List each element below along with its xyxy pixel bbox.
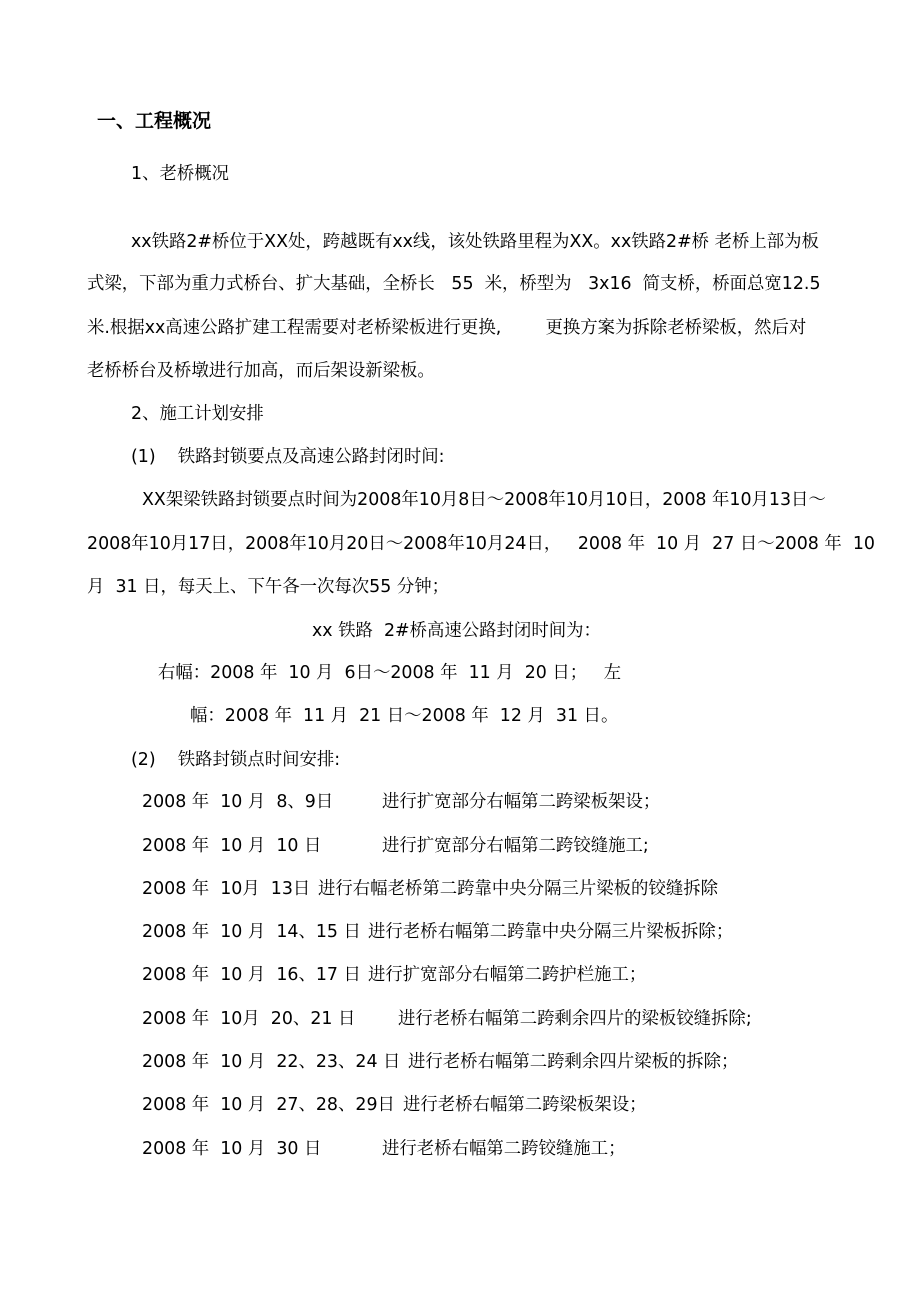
schedule-task: 进行扩宽部分右幅第二跨护栏施工； — [368, 965, 647, 985]
schedule-task: 进行老桥右幅第二跨剩余四片的梁板铰缝拆除; — [398, 1009, 752, 1029]
schedule-task: 进行老桥右幅第二跨铰缝施工； — [382, 1139, 626, 1159]
section-title: 一、工程概况 — [97, 110, 212, 132]
schedule-date: 2008 年 10 月 30 日 — [142, 1139, 322, 1159]
paragraph-line: 老桥桥台及桥墩进行加高，而后架设新梁板。 — [87, 361, 435, 381]
subsection-title-construction-plan: 2、施工计划安排 — [131, 404, 264, 424]
schedule-task: 进行扩宽部分右幅第二跨梁板架设； — [382, 792, 661, 812]
paragraph-line: 式梁，下部为重力式桥台、扩大基础，全桥长 55 米，桥型为 3x16 简支桥，桥面总宽12.5 — [87, 274, 821, 294]
item-title-schedule: (2) 铁路封锁点时间安排: — [131, 750, 341, 770]
paragraph-line: XX架梁铁路封锁要点时间为2008年10月8日〜2008年10月10日，2008 年10月13日〜 — [142, 490, 826, 510]
schedule-date: 2008 年 10月 20、21 日 — [142, 1009, 356, 1029]
schedule-task: 进行老桥右幅第二跨梁板架设； — [403, 1095, 647, 1115]
schedule-date: 2008 年 10 月 22、23、24 日 — [142, 1052, 401, 1072]
schedule-date: 2008 年 10月 13日 — [142, 879, 311, 899]
schedule-date: 2008 年 10 月 14、15 日 — [142, 922, 361, 942]
highway-closure-left: 幅：2008 年 11 月 21 日〜2008 年 12 月 31 日。 — [190, 706, 619, 726]
schedule-date: 2008 年 10 月 27、28、29日 — [142, 1095, 395, 1115]
paragraph-line: xx铁路2#桥位于XX处，跨越既有xx线，该处铁路里程为XX。xx铁路2#桥 老桥上部为板 — [131, 232, 819, 252]
highway-closure-title: xx 铁路 2#桥高速公路封闭时间为： — [312, 621, 601, 641]
item-title-closure-times: (1) 铁路封锁要点及高速公路封闭时间: — [131, 447, 445, 467]
schedule-date: 2008 年 10 月 16、17 日 — [142, 965, 361, 985]
highway-closure-right: 右幅：2008 年 10 月 6日〜2008 年 11 月 20 日； 左 — [158, 663, 622, 683]
schedule-task: 进行老桥右幅第二跨剩余四片梁板的拆除； — [408, 1052, 739, 1072]
paragraph-line: 米.根据xx高速公路扩建工程需要对老桥梁板进行更换, 更换方案为拆除老桥梁板，然后对 — [87, 318, 807, 338]
subsection-title-bridge-overview: 1、老桥概况 — [131, 164, 230, 184]
schedule-date: 2008 年 10 月 10 日 — [142, 836, 322, 856]
schedule-date: 2008 年 10 月 8、9日 — [142, 792, 334, 812]
schedule-task: 进行扩宽部分右幅第二跨铰缝施工; — [382, 836, 649, 856]
schedule-task: 进行右幅老桥第二跨靠中央分隔三片梁板的铰缝拆除 — [318, 879, 718, 899]
paragraph-line: 2008年10月17日，2008年10月20日〜2008年10月24日， 2008 年 10 月 27 日〜2008 年 10 — [87, 534, 875, 554]
schedule-task: 进行老桥右幅第二跨靠中央分隔三片梁板拆除； — [368, 922, 734, 942]
paragraph-line: 月 31 日，每天上、下午各一次每次55 分钟； — [87, 577, 450, 597]
